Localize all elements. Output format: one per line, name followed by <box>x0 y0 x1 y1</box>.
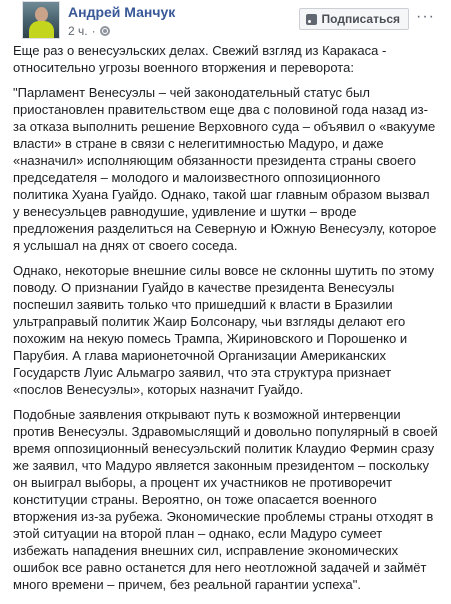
meta-separator: · <box>91 24 96 38</box>
post-meta <box>68 24 110 38</box>
avatar-head <box>35 7 48 22</box>
post-paragraph-3: Однако, некоторые внешние силы вовсе не склонны шутить по этому поводу. О признании Гуайдо в качестве президента Венесуэлы поспешил заявить только что пришедший к власти в Бразилии ультраправый политик Жаир Болсонару, чьи взгляды делают его похожим на некую помесь Трампа, Жириновского и Порошенко и Парубия. А глава марионеточной Организации Американских Государств Луис Альмагро заявил, что эта структура признает «послов Венесуэлы», которых назначит Гуайдо. <box>13 263 435 397</box>
post-paragraph-4: Подобные заявления открывают путь к возможной интервенции против Венесуэлы. Здравомыслящий и довольно популярный в своей время оппозиционный венесуэльский политик Клаудио Фермин сразу же заявил, что Мадуро является законным президентом – поскольку он выиграл выборы, а процент их участников не противоречит конституции страны. Вероятно, он тоже опасается военного вторжения из-за рубежа. Экономические проблемы страны отходят в этой ситуации на второй план – однако, если Мадуро сумеет избежать нападения внешних сил, исправление экономических ошибок все равно останется для него неотложной задачей и займёт много времени – причем, без реальной гарантии успеха". <box>13 407 438 592</box>
post-content <box>12 42 441 593</box>
author-avatar[interactable] <box>22 1 60 39</box>
subscribe-label: Подписаться <box>321 12 400 26</box>
rss-icon <box>306 14 317 25</box>
more-options-icon[interactable]: ··· <box>416 8 435 25</box>
post-time[interactable]: 2 ч. <box>68 24 88 38</box>
subscribe-button[interactable] <box>299 8 409 30</box>
globe-icon[interactable] <box>100 26 110 36</box>
post-paragraph-2: "Парламент Венесуэлы – чей законодательный статус был приостановлен правительством еще два с половиной года назад из-за отказа выполнить решение Верховного суда – объявил о «вакууме власти» в стране в связи с нелегитимностью Мадуро, и даже «назначил» исполняющим обязанности президента страны своего председателя – молодого и малоизвестного оппозиционного политика Хуана Гуайдо. Однако, такой шаг главным образом вызвал у венесуэльцев равнодушие, удивление и шутки – вроде предложения разделиться на Северную и Южную Венесуэлу, которое я услышал на днях от своего соседа. <box>13 85 437 253</box>
post-header <box>12 0 441 42</box>
avatar-body <box>29 21 54 39</box>
post-paragraph-1: Еще раз о венесуэльских делах. Свежий взгляд из Каракаса - относительно угрозы военного вторжения и переворота: <box>13 43 387 75</box>
author-name[interactable]: Андрей Манчук <box>68 4 176 20</box>
